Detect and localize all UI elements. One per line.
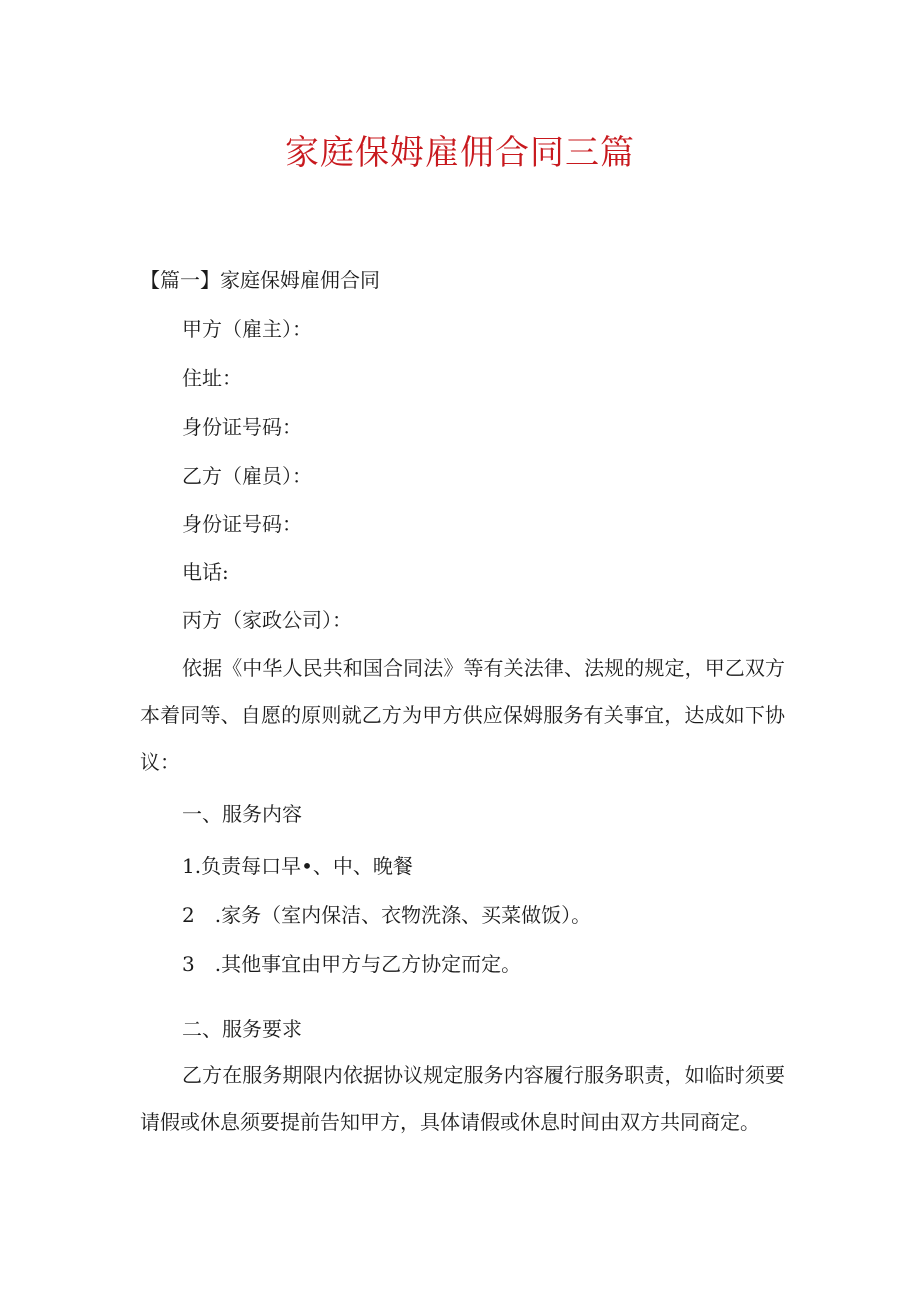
phone-label: 电话: xyxy=(182,560,229,584)
id-number-a-label: 身份证号码： xyxy=(182,415,302,439)
clause1-item-2: 2 .家务（室内保洁、衣物洗涤、买菜做饭）。 xyxy=(182,903,592,927)
party-b-label: 乙方（雇员）： xyxy=(182,464,312,488)
id-number-b-label: 身份证号码： xyxy=(182,512,302,536)
address-label: 住址： xyxy=(182,366,242,390)
preamble-paragraph: 依据《中华人民共和国合同法》等有关法律、法规的规定，甲乙双方本着同等、自愿的原则就乙方为甲方供应保姆服务有关事宜，达成如下协议： xyxy=(140,656,785,774)
clause2-heading: 二、服务要求 xyxy=(182,1017,302,1041)
party-c-label: 丙方（家政公司）： xyxy=(182,608,352,632)
section-heading: 【篇一】家庭保姆雇佣合同 xyxy=(140,268,380,292)
party-a-label: 甲方（雇主）： xyxy=(182,317,312,341)
clause1-item-3: 3 .其他事宜由甲方与乙方协定而定。 xyxy=(182,952,522,976)
clause1-item-1: 1.负责每口早•、中、晚餐 xyxy=(182,854,413,878)
document-title: 家庭保姆雇佣合同三篇 xyxy=(285,133,635,173)
clause1-heading: 一、服务内容 xyxy=(182,802,302,826)
clause2-paragraph: 乙方在服务期限内依据协议规定服务内容履行服务职责，如临时须要请假或休息须要提前告知甲方，具体请假或休息时间由双方共同商定。 xyxy=(140,1063,785,1134)
